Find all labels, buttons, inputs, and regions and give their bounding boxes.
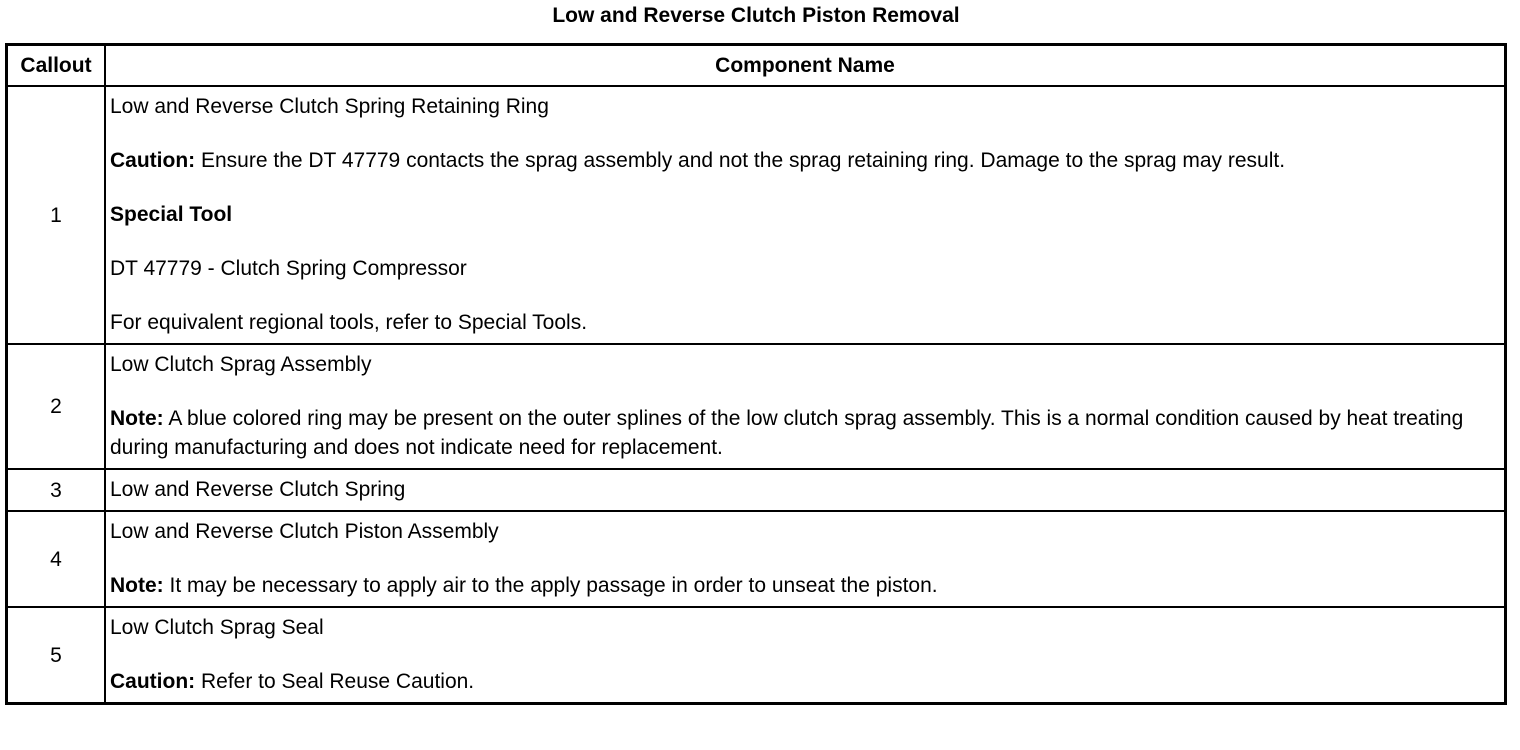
table-row: [7, 511, 1506, 607]
component-cell: [105, 86, 1506, 344]
component-name: Low and Reverse Clutch Spring Retaining Ring: [110, 95, 549, 118]
caution-text: Refer to Seal Reuse Caution.: [195, 670, 475, 693]
note-paragraph: [110, 404, 1500, 462]
note-text: A blue colored ring may be present on the outer splines of the low clutch sprag assembly. This is a normal condition caused by heat treating during manufacturing and does not indicate need for replacement.: [110, 407, 1464, 459]
note-label: Note:: [110, 574, 164, 597]
document-title: Low and Reverse Clutch Piston Removal: [552, 4, 960, 27]
table-row: [7, 469, 1506, 511]
caution-label: Caution:: [110, 670, 196, 693]
header-component-name: Component Name: [105, 45, 1506, 87]
component-name: Low Clutch Sprag Assembly: [110, 353, 372, 376]
table-row: [7, 86, 1506, 344]
component-name: Low Clutch Sprag Seal: [110, 616, 324, 639]
caution-text: Ensure the DT 47779 contacts the sprag assembly and not the sprag retaining ring. Damage to the sprag may result.: [195, 149, 1286, 172]
note-text: It may be necessary to apply air to the apply passage in order to unseat the piston.: [163, 574, 938, 597]
component-cell: [105, 607, 1506, 704]
table-row: [7, 607, 1506, 704]
callout-number: 5: [7, 607, 106, 704]
special-tool-item: DT 47779 - Clutch Spring Compressor: [110, 257, 467, 280]
caution-paragraph: [110, 667, 1500, 696]
callout-number: 4: [7, 511, 106, 607]
header-callout: Callout: [7, 45, 106, 87]
regional-tools-note: For equivalent regional tools, refer to Special Tools.: [110, 311, 588, 334]
callout-number: 3: [7, 469, 106, 511]
callout-table: [5, 43, 1507, 705]
caution-paragraph: [110, 146, 1500, 175]
table-header-row: [7, 45, 1506, 87]
note-label: Note:: [110, 407, 164, 430]
component-name: Low and Reverse Clutch Spring: [110, 478, 406, 501]
note-paragraph: [110, 571, 1500, 600]
caution-label: Caution:: [110, 149, 196, 172]
callout-number: 1: [7, 86, 106, 344]
special-tool-label: Special Tool: [110, 203, 233, 226]
callout-number: 2: [7, 344, 106, 469]
component-cell: [105, 511, 1506, 607]
table-row: [7, 344, 1506, 469]
component-cell: [105, 469, 1506, 511]
component-cell: [105, 344, 1506, 469]
component-name: Low and Reverse Clutch Piston Assembly: [110, 520, 499, 543]
special-tool-heading: [110, 200, 1500, 229]
